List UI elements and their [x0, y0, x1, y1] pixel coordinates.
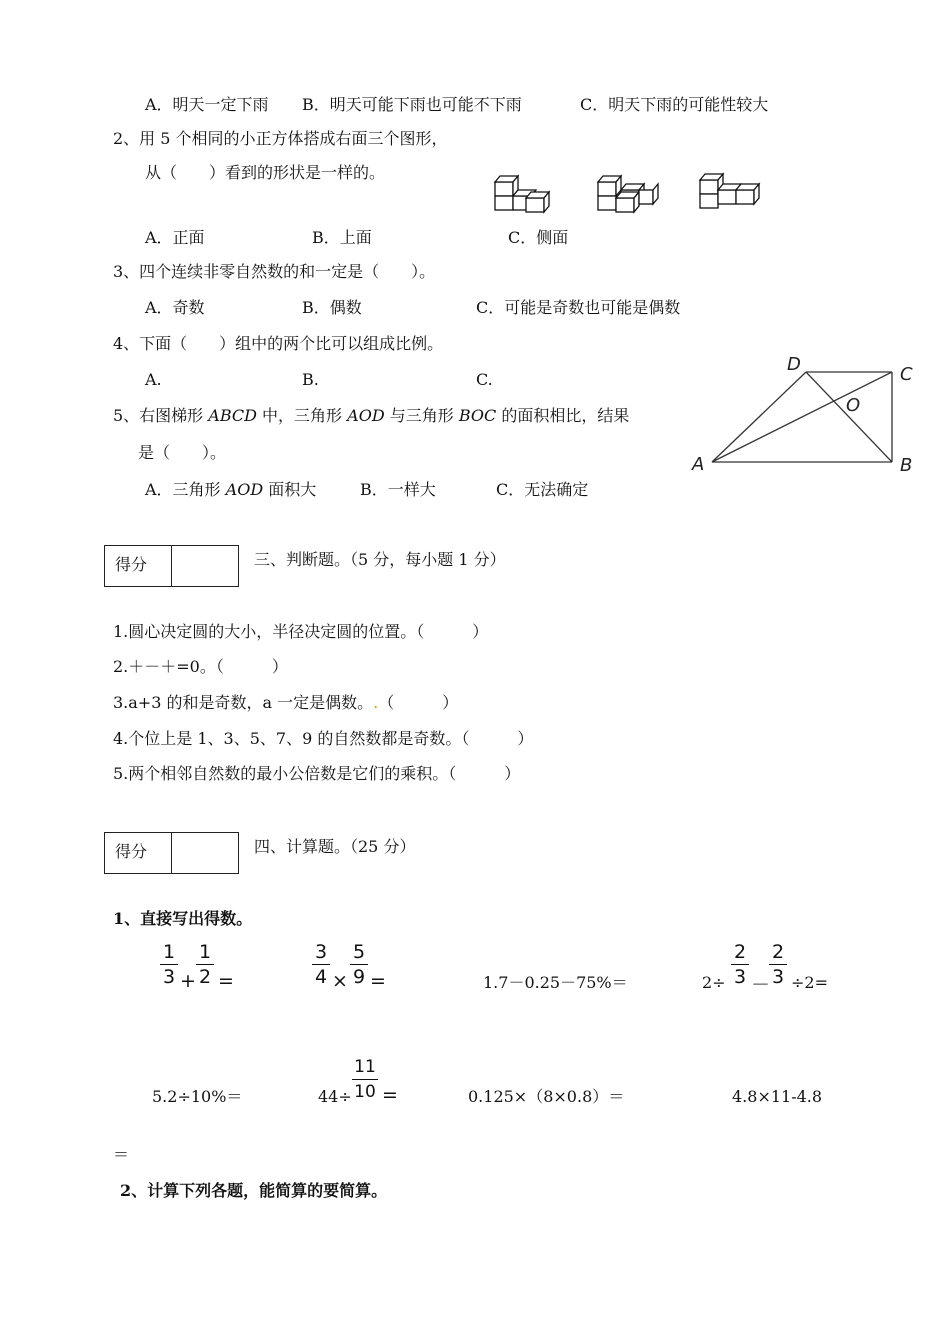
section3-title: 三、判断题。（5 分，每小题 1 分）	[254, 550, 506, 569]
fraction	[731, 941, 749, 988]
q2-line1: 2、用 5 个相同的小正方体搭成右面三个图形，	[113, 129, 448, 148]
section4-sub2: 2、计算下列各题，能简算的要简算。	[120, 1181, 388, 1200]
q5-option-c: C．无法确定	[496, 480, 589, 499]
judge-item-4: 4.个位上是 1、3、5、7、9 的自然数都是奇数。（ ）	[113, 729, 534, 748]
denominator: 9	[352, 966, 366, 988]
fraction	[769, 941, 787, 988]
judge-item-3	[113, 693, 458, 713]
numerator: 2	[733, 941, 747, 963]
score-box-divider	[171, 833, 172, 873]
trapezoid-figure	[688, 350, 928, 480]
q5-option-a	[145, 480, 316, 500]
q5-text-1: 5、右图梯形	[113, 406, 209, 425]
q5-line2: 是（ ）。	[138, 443, 227, 462]
q3-option-a: A．奇数	[145, 298, 205, 317]
operator: ×	[332, 970, 348, 992]
fraction	[160, 941, 178, 988]
numerator: 5	[352, 941, 366, 963]
equals: =	[382, 1084, 398, 1106]
expr-row1-4-pre: 2÷	[702, 973, 726, 992]
section4-title: 四、计算题。（25 分）	[254, 837, 416, 856]
q5-var-abcd: ABCD	[208, 406, 257, 425]
expr-row2-1: 5.2÷10%＝	[152, 1087, 243, 1106]
q2-option-a: A．正面	[145, 228, 205, 247]
denominator: 3	[733, 966, 747, 988]
q5-var-aod: AOD	[347, 406, 385, 425]
q4-option-a: A.	[145, 370, 162, 389]
q4-option-b: B.	[302, 370, 319, 389]
denominator: 2	[198, 966, 212, 988]
fraction	[196, 941, 214, 988]
q2-option-c: C．侧面	[508, 228, 569, 247]
expr-row1-4-post: ÷2=	[791, 973, 828, 992]
operator: －	[751, 974, 771, 996]
denominator: 10	[354, 1082, 376, 1102]
cube-figure-1	[495, 176, 549, 212]
denominator: 3	[162, 966, 176, 988]
fraction	[312, 941, 330, 988]
expr-row2-3: 0.125×（8×0.8）＝	[468, 1087, 625, 1106]
cube-figures	[490, 170, 770, 216]
judge-item-2: 2.＋－＋=0。（ ）	[113, 657, 288, 676]
score-box-section3	[104, 545, 239, 587]
q5-option-a-tail: 面积大	[263, 480, 317, 499]
expr-row1-3: 1.7－0.25－75%＝	[483, 973, 628, 992]
score-box-section4	[104, 832, 239, 874]
equals: =	[370, 970, 386, 992]
expr-row2-4: 4.8×11-4.8	[732, 1087, 823, 1106]
score-label: 得分	[115, 555, 148, 574]
q5-text-3: 与三角形	[384, 406, 459, 425]
label-o: O	[846, 395, 861, 416]
q1-option-c: C．明天下雨的可能性较大	[580, 95, 769, 114]
numerator: 3	[314, 941, 328, 963]
q5-option-a-text: A．三角形	[145, 480, 226, 499]
q3-option-c: C．可能是奇数也可能是偶数	[476, 298, 681, 317]
q4-option-c: C.	[476, 370, 493, 389]
expr-row2-2-pre: 44÷	[318, 1087, 352, 1106]
cube-figure-2	[598, 176, 658, 212]
label-d: D	[787, 354, 801, 375]
q2-line2: 从（ ）看到的形状是一样的。	[145, 163, 386, 182]
fraction	[350, 941, 368, 988]
q5-option-b: B．一样大	[360, 480, 436, 499]
q5-text-2: 中，三角形	[256, 406, 348, 425]
label-b: B	[900, 455, 913, 476]
expr-row2-4-continued: ＝	[113, 1145, 130, 1164]
judge-item-3-dot: .	[373, 693, 379, 712]
q2-option-b: B．上面	[312, 228, 372, 247]
fraction	[352, 1056, 378, 1103]
score-label: 得分	[115, 842, 148, 861]
equals: =	[218, 970, 234, 992]
judge-item-3-bracket: （ ）	[378, 693, 459, 712]
judge-item-3-text: 3.a+3 的和是奇数，a 一定是偶数。	[113, 693, 374, 712]
q5-var-boc: BOC	[458, 406, 497, 425]
q5-line1	[113, 406, 629, 426]
numerator: 11	[354, 1057, 376, 1077]
numerator: 1	[162, 941, 176, 963]
operator: +	[180, 970, 196, 992]
q3-text: 3、四个连续非零自然数的和一定是（ ）。	[113, 262, 436, 281]
section4-sub1: 1、直接写出得数。	[113, 909, 253, 928]
numerator: 1	[198, 941, 212, 963]
label-a: A	[692, 454, 705, 475]
denominator: 4	[314, 966, 328, 988]
q5-text-4: 的面积相比，结果	[496, 406, 630, 425]
cube-figure-3	[700, 174, 759, 208]
label-c: C	[900, 364, 913, 385]
q3-option-b: B．偶数	[302, 298, 362, 317]
score-box-divider	[171, 546, 172, 586]
judge-item-1: 1.圆心决定圆的大小，半径决定圆的位置。（ ）	[113, 622, 489, 641]
judge-item-5: 5.两个相邻自然数的最小公倍数是它们的乘积。（ ）	[113, 764, 521, 783]
q1-option-a: A．明天一定下雨	[145, 95, 269, 114]
q4-text: 4、下面（ ）组中的两个比可以组成比例。	[113, 334, 444, 353]
denominator: 3	[771, 966, 785, 988]
numerator: 2	[771, 941, 785, 963]
q5-option-a-var: AOD	[225, 480, 264, 499]
q1-option-b: B．明天可能下雨也可能不下雨	[302, 95, 522, 114]
